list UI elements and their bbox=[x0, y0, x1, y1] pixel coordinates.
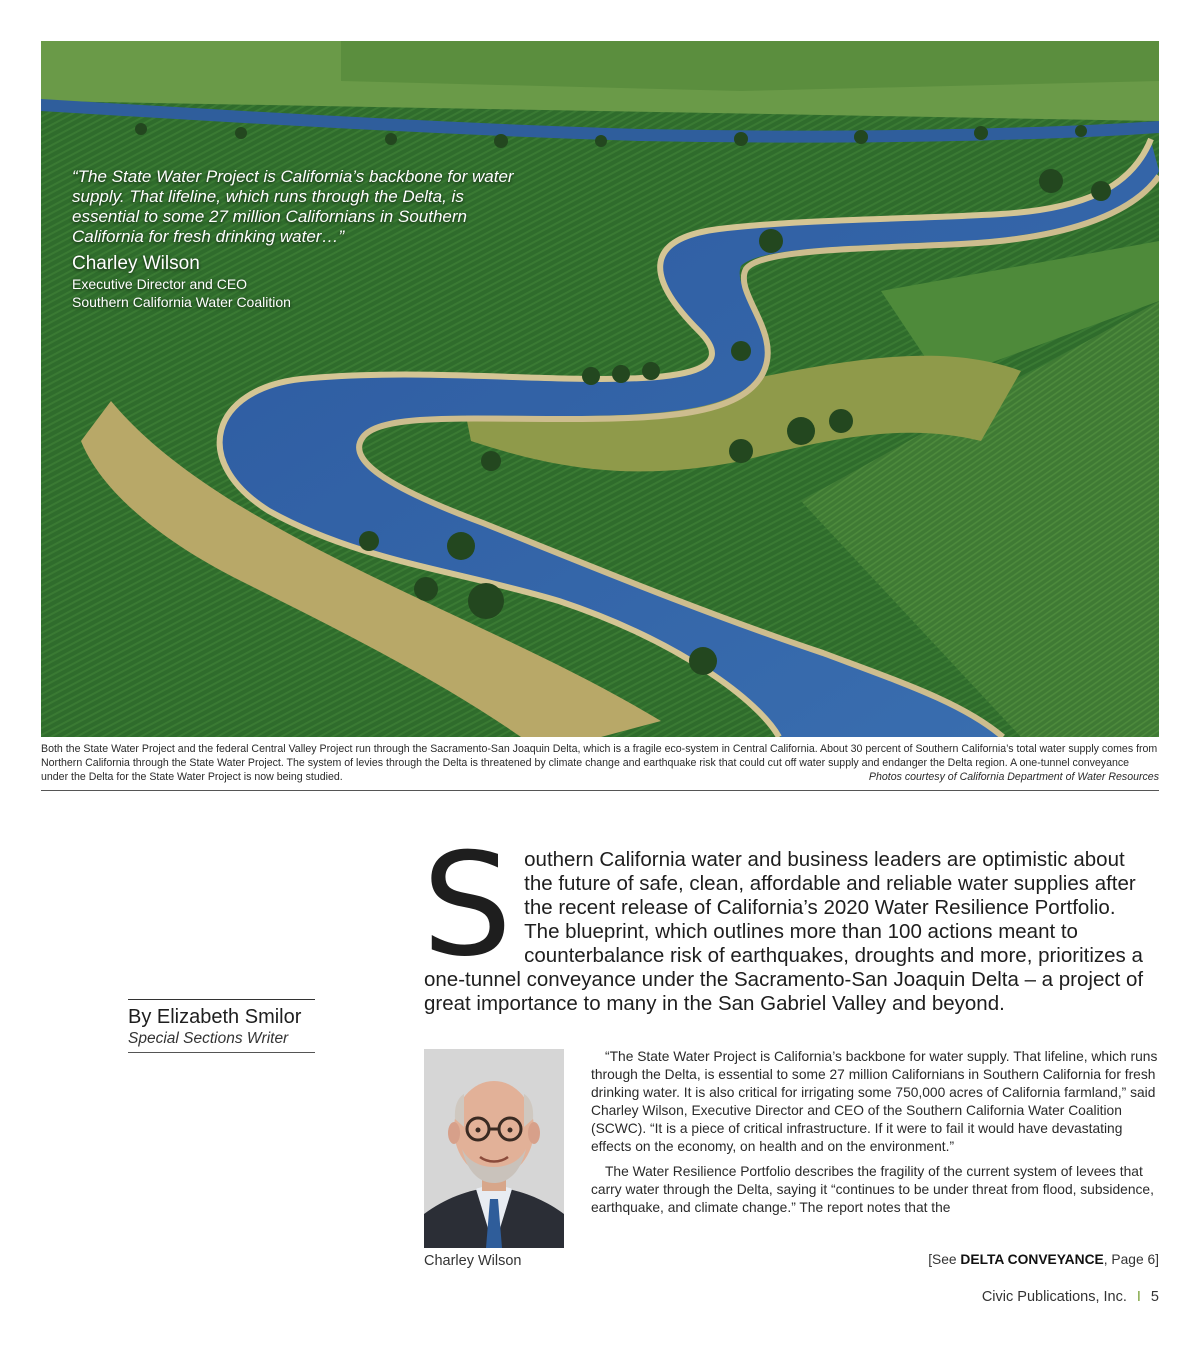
hero-quote-name: Charley Wilson bbox=[72, 253, 200, 274]
hero-quote-text: “The State Water Project is California’s backbone for water supply. That lifeline, which runs through the Delta, is essential to some 27 million Californians in Southern California for fresh drinking water…” bbox=[72, 167, 514, 246]
lead-paragraph bbox=[422, 823, 1146, 1016]
page-number: 5 bbox=[1150, 1289, 1159, 1305]
page-footer bbox=[982, 1289, 1159, 1305]
hero-pull-quote bbox=[72, 167, 522, 311]
hero-quote-organization: Southern California Water Coalition bbox=[72, 294, 291, 310]
jump-line-suffix: , Page 6] bbox=[1103, 1252, 1159, 1267]
byline-role: Special Sections Writer bbox=[128, 1030, 289, 1047]
photo-caption bbox=[41, 742, 1159, 784]
byline-author: By Elizabeth Smilor bbox=[128, 1006, 302, 1028]
footer-separator: I bbox=[1136, 1289, 1141, 1305]
body-paragraph: The Water Resilience Portfolio describes the fragility of the current system of levees that carry water through the Delta, saying it “continues to be under threat from flood, subsidence, earthquake, and climate change.” The report notes that the bbox=[591, 1164, 1154, 1215]
body-paragraph: “The State Water Project is California’s backbone for water supply. That lifeline, which runs through the Delta, is essential to some 27 million Californians in Southern California for fresh drinking water. It is also critical for irrigating some 750,000 acres of California farmland,” said Charley Wilson, Executive Director and CEO of the Southern California Water Coalition (SCWC). “It is a piece of critical infrastructure. If it were to fail it would have devastating effects on the economy, on health and on the environment.” bbox=[591, 1049, 1158, 1154]
portrait-photo bbox=[424, 1049, 564, 1248]
footer-publisher: Civic Publications, Inc. bbox=[981, 1289, 1127, 1305]
photo-credit: Photos courtesy of California Department of Water Resources bbox=[868, 771, 1159, 783]
drop-cap: S bbox=[422, 823, 513, 988]
article-body bbox=[591, 1048, 1161, 1224]
jump-line bbox=[928, 1252, 1159, 1267]
hero-photo bbox=[41, 41, 1159, 737]
lead-text: outhern California water and business leaders are optimistic about the future of safe, clean, affordable and reliable water supplies after the recent release of California’s 2020 Water Resilience Portfolio. The blueprint, which outlines more than 100 actions meant to counterbalance risk of earthquakes, droughts and more, prioritizes a one-tunnel conveyance under the Sacramento-San Joaquin Delta – a project of great importance to many in the San Gabriel Valley and beyond. bbox=[424, 848, 1144, 1015]
photo-caption-text: Both the State Water Project and the federal Central Valley Project run through the Sacramento-San Joaquin Delta, which is a fragile eco-system in Central California. About 30 percent of Southern California’s total water supply comes from Northern California through the State Water Project. The system of levies through the Delta is threatened by climate change and earthquake risk that could cut off water supply and endanger the Delta region. A one-tunnel conveyance under the Delta for the State Water Project is now being studied. bbox=[41, 743, 1158, 783]
delta-aerial-photo bbox=[41, 41, 1159, 737]
caption-divider bbox=[41, 790, 1159, 791]
jump-line-reference: DELTA CONVEYANCE bbox=[960, 1252, 1104, 1267]
hero-quote-title: Executive Director and CEO bbox=[72, 276, 248, 292]
byline bbox=[128, 999, 315, 1053]
jump-line-prefix: [See bbox=[928, 1252, 961, 1267]
portrait-caption: Charley Wilson bbox=[424, 1253, 522, 1269]
portrait-image bbox=[424, 1049, 564, 1248]
